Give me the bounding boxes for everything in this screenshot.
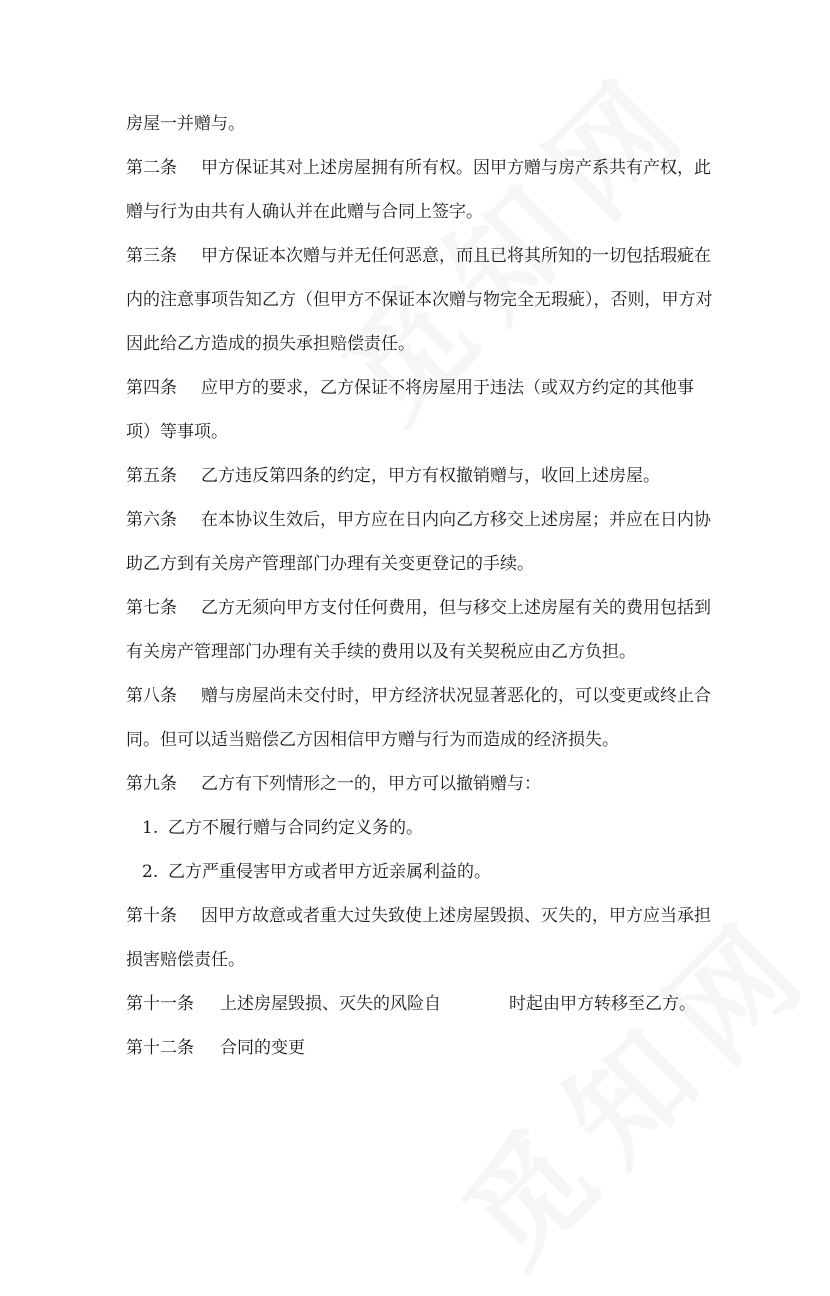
article-9 xyxy=(126,772,726,796)
article-5 xyxy=(126,464,726,488)
article-number: 第三条 xyxy=(126,246,177,266)
text-line: 项）等事项。 xyxy=(126,422,228,442)
list-text: 乙方严重侵害甲方或者甲方近亲属利益的。 xyxy=(168,862,491,882)
article-number: 第二条 xyxy=(126,158,177,178)
article-number: 第十二条 xyxy=(126,1038,194,1058)
article-number: 第四条 xyxy=(126,378,177,398)
text-line: 房屋一并赠与。 xyxy=(126,114,245,134)
article-10 xyxy=(126,904,726,928)
list-number: 2. xyxy=(142,862,159,882)
article-number: 第九条 xyxy=(126,774,177,794)
article-text: 赠与房屋尚未交付时，甲方经济状况显著恶化的，可以变更或终止合 xyxy=(201,686,711,706)
article-number: 第十条 xyxy=(126,906,177,926)
article-number: 第七条 xyxy=(126,598,177,618)
article-number: 第六条 xyxy=(126,510,177,530)
list-text: 乙方不履行赠与合同约定义务的。 xyxy=(168,818,423,838)
list-item xyxy=(142,816,742,840)
article-7 xyxy=(126,596,726,620)
article-text: 合同的变更 xyxy=(220,1038,305,1058)
text-line: 助乙方到有关房产管理部门办理有关变更登记的手续。 xyxy=(126,554,534,574)
article-11 xyxy=(126,992,726,1016)
article-text: 乙方违反第四条的约定，甲方有权撤销赠与，收回上述房屋。 xyxy=(201,466,660,486)
article-4 xyxy=(126,376,726,400)
text-line: 损害赔偿责任。 xyxy=(126,950,245,970)
article-text: 因甲方故意或者重大过失致使上述房屋毁损、灭失的，甲方应当承担 xyxy=(201,906,711,926)
article-3 xyxy=(126,244,726,268)
text-line: 同。但可以适当赔偿乙方因相信甲方赠与行为而造成的经济损失。 xyxy=(126,730,619,750)
article-12 xyxy=(126,1036,726,1060)
article-text: 甲方保证其对上述房屋拥有所有权。因甲方赠与房产系共有产权，此 xyxy=(201,158,711,178)
article-text: 应甲方的要求，乙方保证不将房屋用于违法（或双方约定的其他事 xyxy=(201,378,694,398)
article-text xyxy=(220,992,696,1016)
article-text: 乙方有下列情形之一的，甲方可以撤销赠与： xyxy=(201,774,541,794)
list-item xyxy=(142,860,742,884)
list-number: 1. xyxy=(142,818,159,838)
article-text: 乙方无须向甲方支付任何费用，但与移交上述房屋有关的费用包括到 xyxy=(201,598,711,618)
article-text: 在本协议生效后，甲方应在日内向乙方移交上述房屋；并应在日内协 xyxy=(201,510,711,530)
article-text: 甲方保证本次赠与并无任何恶意，而且已将其所知的一切包括瑕疵在 xyxy=(201,246,711,266)
text-line: 赠与行为由共有人确认并在此赠与合同上签字。 xyxy=(126,202,483,222)
text-line: 有关房产管理部门办理有关手续的费用以及有关契税应由乙方负担。 xyxy=(126,642,636,662)
watermark xyxy=(420,869,830,1296)
article-8 xyxy=(126,684,726,708)
article-number: 第八条 xyxy=(126,686,177,706)
article-2 xyxy=(126,156,726,180)
article-6 xyxy=(126,508,726,532)
text-line: 内的注意事项告知乙方（但甲方不保证本次赠与物完全无瑕疵），否则，甲方对 xyxy=(126,290,713,310)
text-line: 因此给乙方造成的损失承担赔偿责任。 xyxy=(126,334,415,354)
article-number: 第十一条 xyxy=(126,994,194,1014)
article-text-part: 时起由甲方转移至乙方。 xyxy=(509,994,696,1014)
article-number: 第五条 xyxy=(126,466,177,486)
article-text-part: 上述房屋毁损、灭失的风险自 xyxy=(220,994,441,1014)
